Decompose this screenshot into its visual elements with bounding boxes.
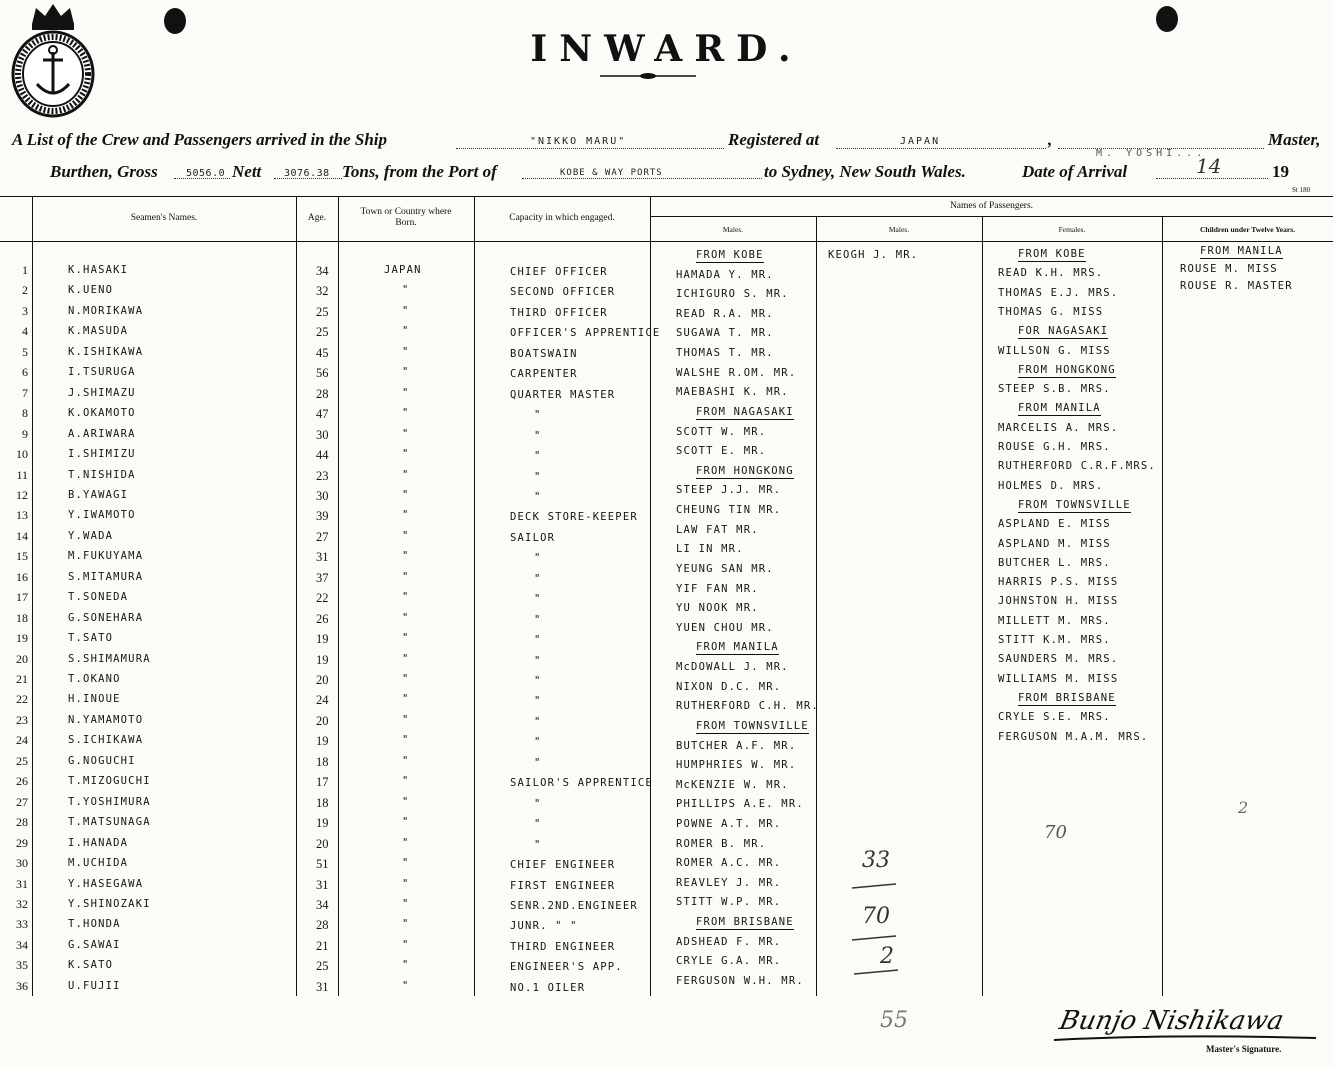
crew-row-number: 15 <box>16 549 28 563</box>
crew-born: " <box>402 939 410 951</box>
crew-name: T.MIZOGUCHI <box>68 775 151 787</box>
arrival-label: Date of Arrival <box>1022 162 1128 181</box>
crew-row-number: 17 <box>16 590 28 604</box>
crew-age: 20 <box>316 714 329 728</box>
crew-capacity: " <box>534 839 542 851</box>
arrival-year: 19 <box>1272 162 1289 181</box>
gross-tons: 5056.0 <box>186 168 226 179</box>
crew-capacity: SENR.2ND.ENGINEER <box>510 900 638 912</box>
crew-name: H.INOUE <box>68 693 121 705</box>
tons-label: Tons, from the Port of <box>342 162 497 181</box>
males1-passenger: McKENZIE W. MR. <box>676 779 789 791</box>
crew-capacity: CARPENTER <box>510 368 578 380</box>
list-heading: A List of the Crew and Passengers arrived in the Ship <box>12 130 387 149</box>
crew-age: 56 <box>316 366 329 380</box>
females-passenger: ASPLAND M. MISS <box>998 538 1111 550</box>
master-name: M. YOSHI... <box>1096 148 1207 159</box>
destination-label: to Sydney, New South Wales. <box>764 162 966 181</box>
crew-age: 31 <box>316 550 329 564</box>
females-passenger: MILLETT M. MRS. <box>998 615 1111 627</box>
crew-row-number: 13 <box>16 508 28 522</box>
crew-age: 17 <box>316 775 329 789</box>
females-passenger: SAUNDERS M. MRS. <box>998 653 1119 665</box>
females-passenger: WILLSON G. MISS <box>998 345 1111 357</box>
crew-name: M.FUKUYAMA <box>68 550 144 562</box>
crew-row-number: 22 <box>16 692 28 706</box>
crew-born: " <box>402 714 410 726</box>
males1-passenger: LAW FAT MR. <box>676 524 759 536</box>
crew-age: 28 <box>316 918 329 932</box>
crew-capacity: CHIEF ENGINEER <box>510 859 616 871</box>
crew-name: T.OKANO <box>68 673 121 685</box>
males1-passenger: RUTHERFORD C.H. MR. <box>676 700 819 712</box>
crew-name: G.SONEHARA <box>68 612 144 624</box>
males1-passenger: STEEP J.J. MR. <box>676 484 782 496</box>
crew-row-number: 11 <box>16 468 28 482</box>
crew-name: I.HANADA <box>68 837 129 849</box>
crew-capacity: " <box>534 695 542 707</box>
crew-name: S.ICHIKAWA <box>68 734 144 746</box>
col-males: Males. <box>722 225 744 234</box>
crew-row-number: 25 <box>16 754 28 768</box>
crew-born: " <box>402 816 410 828</box>
males1-passenger: McDOWALL J. MR. <box>676 661 789 673</box>
females-passenger: ASPLAND E. MISS <box>998 518 1111 530</box>
col-seamens-names: Seamen's Names. <box>130 213 198 223</box>
males1-passenger: ADSHEAD F. MR. <box>676 936 782 948</box>
crew-age: 31 <box>316 878 329 892</box>
crew-name: G.SAWAI <box>68 939 121 951</box>
males1-passenger: SCOTT E. MR. <box>676 445 767 457</box>
crew-age: 34 <box>316 264 329 278</box>
crew-born: " <box>402 407 410 419</box>
crew-capacity: " <box>534 736 542 748</box>
crew-name: T.HONDA <box>68 918 121 930</box>
crew-row-number: 32 <box>16 897 28 911</box>
crew-age: 18 <box>316 796 329 810</box>
males1-passenger: SCOTT W. MR. <box>676 426 767 438</box>
males1-passenger: YIF FAN MR. <box>676 583 759 595</box>
crew-born: " <box>402 530 410 542</box>
females-passenger: MARCELIS A. MRS. <box>998 422 1119 434</box>
crew-born: " <box>402 632 410 644</box>
crew-capacity: " <box>534 471 542 483</box>
males1-group-heading: FROM MANILA <box>696 641 779 653</box>
crew-name: N.YAMAMOTO <box>68 714 144 726</box>
crew-capacity: " <box>534 798 542 810</box>
males1-group-heading: FROM HONGKONG <box>696 465 794 477</box>
crew-row-number: 21 <box>16 672 28 686</box>
crew-name: K.UENO <box>68 284 114 296</box>
females-passenger: READ K.H. MRS. <box>998 267 1104 279</box>
crew-capacity: " <box>534 716 542 728</box>
crew-row-number: 23 <box>16 713 28 727</box>
crew-capacity: " <box>534 757 542 769</box>
tally-stroke-2 <box>850 932 900 944</box>
registered-label: Registered at <box>728 130 820 149</box>
crew-row-number: 7 <box>22 386 28 400</box>
crew-capacity: " <box>534 818 542 830</box>
females-group-heading: FOR NAGASAKI <box>1018 325 1109 337</box>
crew-age: 26 <box>316 612 329 626</box>
arrival-day: 14 <box>1196 154 1222 178</box>
crew-name: G.NOGUCHI <box>68 755 136 767</box>
males1-passenger: PHILLIPS A.E. MR. <box>676 798 804 810</box>
crew-name: Y.SHINOZAKI <box>68 898 151 910</box>
males1-passenger: NIXON D.C. MR. <box>676 681 782 693</box>
males1-passenger: MAEBASHI K. MR. <box>676 386 789 398</box>
females-group-heading: FROM TOWNSVILLE <box>1018 499 1131 511</box>
crew-age: 30 <box>316 489 329 503</box>
males1-group-heading: FROM TOWNSVILLE <box>696 720 809 732</box>
crew-born: " <box>402 898 410 910</box>
crew-capacity: QUARTER MASTER <box>510 389 616 401</box>
crew-row-number: 4 <box>22 324 28 338</box>
form-number: St 180 <box>1292 186 1311 194</box>
tally-33: 33 <box>862 848 890 873</box>
crew-name: K.MASUDA <box>68 325 129 337</box>
crew-row-number: 26 <box>16 774 28 788</box>
children-passenger: ROUSE M. MISS <box>1180 263 1278 275</box>
crew-age: 19 <box>316 816 329 830</box>
burthen-label: Burthen, Gross <box>50 162 158 181</box>
crew-born: " <box>402 959 410 971</box>
males1-passenger: FERGUSON W.H. MR. <box>676 975 804 987</box>
crew-name: K.OKAMOTO <box>68 407 136 419</box>
females-group-heading: FROM HONGKONG <box>1018 364 1116 376</box>
col-born: Town or Country where Born. <box>360 207 452 228</box>
col-females: Females. <box>1058 225 1086 234</box>
crew-name: N.MORIKAWA <box>68 305 144 317</box>
females-passenger: CRYLE S.E. MRS. <box>998 711 1111 723</box>
crew-born: " <box>402 857 410 869</box>
crew-row-number: 20 <box>16 652 28 666</box>
crew-age: 45 <box>316 346 329 360</box>
crew-age: 31 <box>316 980 329 994</box>
crew-age: 19 <box>316 632 329 646</box>
crew-age: 30 <box>316 428 329 442</box>
crew-name: I.TSURUGA <box>68 366 136 378</box>
crew-born: " <box>402 325 410 337</box>
page-title: INWARD. <box>530 28 803 70</box>
crew-age: 39 <box>316 509 329 523</box>
col-age: Age. <box>307 213 327 223</box>
crew-row-number: 14 <box>16 529 28 543</box>
crew-name: T.YOSHIMURA <box>68 796 151 808</box>
crew-capacity: " <box>534 655 542 667</box>
crew-age: 25 <box>316 959 329 973</box>
crew-age: 34 <box>316 898 329 912</box>
crew-name: Y.WADA <box>68 530 114 542</box>
crew-born: " <box>402 734 410 746</box>
crew-capacity: FIRST ENGINEER <box>510 880 616 892</box>
ship-name: "NIKKO MARU" <box>530 136 627 147</box>
males1-passenger: YEUNG SAN MR. <box>676 563 774 575</box>
master-label: Master, <box>1268 130 1321 149</box>
crew-row-number: 9 <box>22 427 28 441</box>
note-2: 2 <box>1238 798 1249 817</box>
crew-born: " <box>402 387 410 399</box>
crew-born: " <box>402 550 410 562</box>
crew-age: 25 <box>316 305 329 319</box>
males1-passenger: THOMAS T. MR. <box>676 347 774 359</box>
crew-row-number: 18 <box>16 611 28 625</box>
crew-name: M.UCHIDA <box>68 857 129 869</box>
crew-born: " <box>402 673 410 685</box>
males1-passenger: CHEUNG TIN MR. <box>676 504 782 516</box>
males1-passenger: POWNE A.T. MR. <box>676 818 782 830</box>
females-group-heading: FROM MANILA <box>1018 402 1101 414</box>
females-passenger: JOHNSTON H. MISS <box>998 595 1119 607</box>
crew-row-number: 31 <box>16 877 28 891</box>
registered-at: JAPAN <box>900 136 941 147</box>
males1-passenger: HUMPHRIES W. MR. <box>676 759 797 771</box>
crew-row-number: 29 <box>16 836 28 850</box>
females-passenger: WILLIAMS M. MISS <box>998 673 1119 685</box>
crew-capacity: ENGINEER'S APP. <box>510 961 623 973</box>
crew-capacity: " <box>534 675 542 687</box>
males1-passenger: READ R.A. MR. <box>676 308 774 320</box>
crew-row-number: 30 <box>16 856 28 870</box>
crew-age: 23 <box>316 469 329 483</box>
crew-name: T.NISHIDA <box>68 469 136 481</box>
crew-age: 47 <box>316 407 329 421</box>
crew-row-number: 1 <box>22 263 28 277</box>
crew-age: 25 <box>316 325 329 339</box>
crew-capacity: " <box>534 430 542 442</box>
crew-row-number: 34 <box>16 938 28 952</box>
signature-caption: Master's Signature. <box>1206 1044 1282 1054</box>
comma: , <box>1048 130 1053 149</box>
crew-born: " <box>402 693 410 705</box>
crew-born: " <box>402 878 410 890</box>
males1-group-heading: FROM BRISBANE <box>696 916 794 928</box>
crew-capacity: " <box>534 573 542 585</box>
crew-born: " <box>402 775 410 787</box>
crew-born: " <box>402 796 410 808</box>
tally-stroke-1 <box>850 880 900 892</box>
crew-name: J.SHIMAZU <box>68 387 136 399</box>
crew-age: 19 <box>316 653 329 667</box>
crew-born: JAPAN <box>384 264 422 276</box>
crew-age: 18 <box>316 755 329 769</box>
crew-born: " <box>402 612 410 624</box>
tally-2: 2 <box>880 944 894 969</box>
crew-born: " <box>402 469 410 481</box>
males1-passenger: STITT W.P. MR. <box>676 896 782 908</box>
crew-name: S.MITAMURA <box>68 571 144 583</box>
crew-row-number: 3 <box>22 304 28 318</box>
crew-age: 22 <box>316 591 329 605</box>
nett-tons: 3076.38 <box>284 168 330 179</box>
crew-name: S.SHIMAMURA <box>68 653 151 665</box>
females-group-heading: FROM KOBE <box>1018 248 1086 260</box>
crew-born: " <box>402 448 410 460</box>
crew-born: " <box>402 980 410 992</box>
col-passengers: Names of Passengers. <box>949 201 1034 211</box>
children-passenger: ROUSE R. MASTER <box>1180 280 1293 292</box>
crew-capacity: " <box>534 409 542 421</box>
note-70: 70 <box>1044 822 1067 843</box>
females-passenger: STITT K.M. MRS. <box>998 634 1111 646</box>
males1-passenger: SUGAWA T. MR. <box>676 327 774 339</box>
crew-capacity: THIRD OFFICER <box>510 307 608 319</box>
col-children: Children under Twelve Years. <box>1199 225 1295 234</box>
crew-capacity: NO.1 OILER <box>510 982 586 994</box>
crew-age: 27 <box>316 530 329 544</box>
females-passenger: HARRIS P.S. MISS <box>998 576 1119 588</box>
tally-55: 55 <box>880 1008 908 1033</box>
crew-capacity: SAILOR'S APPRENTICE <box>510 777 653 789</box>
crew-name: K.SATO <box>68 959 114 971</box>
males1-passenger: WALSHE R.OM. MR. <box>676 367 797 379</box>
crew-row-number: 6 <box>22 365 28 379</box>
crew-capacity: " <box>534 634 542 646</box>
crew-name: T.SONEDA <box>68 591 129 603</box>
males1-group-heading: FROM NAGASAKI <box>696 406 794 418</box>
females-passenger: RUTHERFORD C.R.F.MRS. <box>998 460 1156 472</box>
nett-label: Nett <box>232 162 262 181</box>
males1-passenger: ROMER B. MR. <box>676 838 767 850</box>
females-passenger: BUTCHER L. MRS. <box>998 557 1111 569</box>
children-group-heading: FROM MANILA <box>1200 245 1283 257</box>
crew-row-number: 10 <box>16 447 28 461</box>
crew-row-number: 2 <box>22 283 28 297</box>
crew-capacity: SAILOR <box>510 532 556 544</box>
crew-name: T.SATO <box>68 632 114 644</box>
crew-row-number: 12 <box>16 488 28 502</box>
crew-row-number: 27 <box>16 795 28 809</box>
crew-name: B.YAWAGI <box>68 489 129 501</box>
crew-born: " <box>402 591 410 603</box>
crew-row-number: 19 <box>16 631 28 645</box>
crew-age: 20 <box>316 837 329 851</box>
males1-passenger: REAVLEY J. MR. <box>676 877 782 889</box>
crew-age: 37 <box>316 571 329 585</box>
crew-name: K.ISHIKAWA <box>68 346 144 358</box>
crew-row-number: 28 <box>16 815 28 829</box>
crew-name: I.SHIMIZU <box>68 448 136 460</box>
title-ornament <box>600 72 696 80</box>
crew-capacity: " <box>534 491 542 503</box>
crew-age: 51 <box>316 857 329 871</box>
crew-capacity: OFFICER'S APPRENTICE <box>510 327 661 339</box>
males1-passenger: ICHIGURO S. MR. <box>676 288 789 300</box>
crew-age: 24 <box>316 693 329 707</box>
crew-row-number: 8 <box>22 406 28 420</box>
crew-born: " <box>402 837 410 849</box>
crew-age: 20 <box>316 673 329 687</box>
tally-stroke-3 <box>852 966 902 978</box>
crew-row-number: 16 <box>16 570 28 584</box>
crew-capacity: DECK STORE-KEEPER <box>510 511 638 523</box>
crew-name: Y.IWAMOTO <box>68 509 136 521</box>
crew-capacity: " <box>534 450 542 462</box>
crew-born: " <box>402 509 410 521</box>
tally-70: 70 <box>862 904 890 929</box>
crew-born: " <box>402 755 410 767</box>
males2-passenger: KEOGH J. MR. <box>828 249 919 261</box>
crew-born: " <box>402 918 410 930</box>
crew-age: 28 <box>316 387 329 401</box>
port-of-departure: KOBE & WAY PORTS <box>560 168 663 178</box>
crew-capacity: SECOND OFFICER <box>510 286 616 298</box>
crew-row-number: 5 <box>22 345 28 359</box>
females-passenger: STEEP S.B. MRS. <box>998 383 1111 395</box>
master-signature: Bunjo Nishikawa <box>1056 1006 1287 1036</box>
col-males-2: Males. <box>888 225 910 234</box>
males1-group-heading: FROM KOBE <box>696 249 764 261</box>
crew-age: 19 <box>316 734 329 748</box>
crew-name: T.MATSUNAGA <box>68 816 151 828</box>
crew-row-number: 36 <box>16 979 28 993</box>
females-passenger: HOLMES D. MRS. <box>998 480 1104 492</box>
crew-capacity: JUNR. " " <box>510 920 578 932</box>
males1-passenger: CRYLE G.A. MR. <box>676 955 782 967</box>
crew-born: " <box>402 305 410 317</box>
crew-born: " <box>402 366 410 378</box>
crew-name: K.HASAKI <box>68 264 129 276</box>
col-capacity: Capacity in which engaged. <box>509 213 615 223</box>
crew-age: 32 <box>316 284 329 298</box>
crew-capacity: " <box>534 552 542 564</box>
crew-name: U.FUJII <box>68 980 121 992</box>
crew-row-number: 24 <box>16 733 28 747</box>
crew-row-number: 33 <box>16 917 28 931</box>
females-passenger: THOMAS G. MISS <box>998 306 1104 318</box>
males1-passenger: ROMER A.C. MR. <box>676 857 782 869</box>
crew-capacity: THIRD ENGINEER <box>510 941 616 953</box>
males1-passenger: LI IN MR. <box>676 543 744 555</box>
crew-born: " <box>402 571 410 583</box>
females-passenger: ROUSE G.H. MRS. <box>998 441 1111 453</box>
crew-born: " <box>402 284 410 296</box>
females-passenger: THOMAS E.J. MRS. <box>998 287 1119 299</box>
crew-capacity: " <box>534 614 542 626</box>
crew-capacity: CHIEF OFFICER <box>510 266 608 278</box>
males1-passenger: YUEN CHOU MR. <box>676 622 774 634</box>
females-group-heading: FROM BRISBANE <box>1018 692 1116 704</box>
crew-age: 21 <box>316 939 329 953</box>
crew-capacity: " <box>534 593 542 605</box>
crew-born: " <box>402 653 410 665</box>
crew-name: A.ARIWARA <box>68 428 136 440</box>
crew-capacity: BOATSWAIN <box>510 348 578 360</box>
crew-age: 44 <box>316 448 329 462</box>
males1-passenger: BUTCHER A.F. MR. <box>676 740 797 752</box>
crew-row-number: 35 <box>16 958 28 972</box>
crew-name: Y.HASEGAWA <box>68 878 144 890</box>
crew-born: " <box>402 489 410 501</box>
males1-passenger: YU NOOK MR. <box>676 602 759 614</box>
crew-born: " <box>402 346 410 358</box>
males1-passenger: HAMADA Y. MR. <box>676 269 774 281</box>
females-passenger: FERGUSON M.A.M. MRS. <box>998 731 1149 743</box>
crew-born: " <box>402 428 410 440</box>
